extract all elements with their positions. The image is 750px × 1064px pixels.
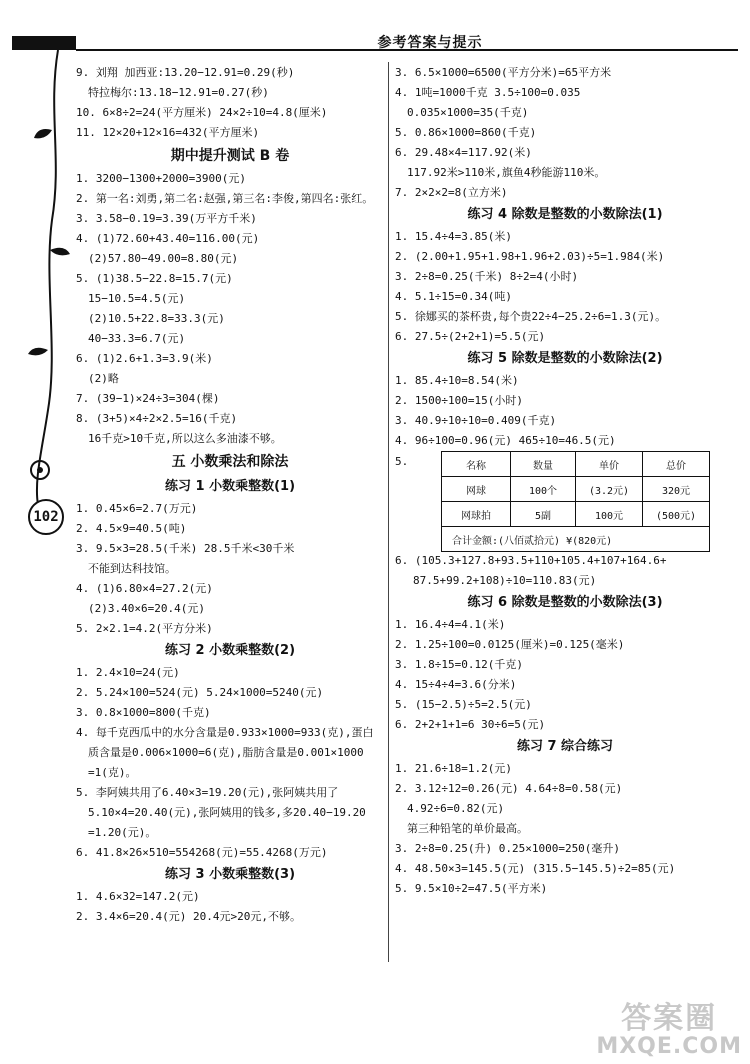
- table-header-row: [442, 452, 710, 477]
- answer-line: 1. 3200−1300+2000=3900(元): [76, 172, 246, 185]
- question-number: 5.: [395, 455, 409, 468]
- answer-line: 4. 48.50×3=145.5(元) (315.5−145.5)÷2=85(元): [395, 862, 676, 875]
- answer-line: 6. 41.8×26×510=554268(元)=55.4268(万元): [76, 846, 328, 859]
- page-number: 102: [28, 499, 64, 535]
- answer-line: 5. 李阿姨共用了6.40×3=19.20(元),张阿姨共用了: [76, 786, 339, 799]
- vine-decoration: [0, 50, 80, 530]
- page-title: 参考答案与提示: [377, 35, 483, 51]
- answer-line: 质含量是0.006×1000=6(克),脂肪含量是0.001×1000: [88, 746, 364, 759]
- answer-line: (2)57.80−49.00=8.80(元): [88, 252, 239, 265]
- answer-line: 6. (1)2.6+1.3=3.9(米): [76, 352, 213, 365]
- answer-line: 3. 9.5×3=28.5(千米) 28.5千米<30千米: [76, 542, 295, 555]
- answer-line: 1. 0.45×6=2.7(万元): [76, 502, 198, 515]
- answer-line: 2. (2.00+1.95+1.98+1.96+2.03)÷5=1.984(米): [395, 250, 665, 263]
- answer-line: 4. 5.1÷15=0.34(吨): [395, 290, 512, 303]
- exercise-heading: 练习 3 小数乘整数(3): [164, 867, 296, 882]
- answer-line: 2. 3.4×6=20.4(元) 20.4元>20元,不够。: [76, 910, 301, 923]
- answer-line: 6. 27.5÷(2+2+1)=5.5(元): [395, 330, 546, 343]
- right-column-bottom: [395, 551, 735, 899]
- table-header-cell: 数量: [511, 452, 576, 477]
- answer-line: 7. (39−1)×24÷3=304(棵): [76, 392, 220, 405]
- answer-line: 2. 1.25÷100=0.0125(厘米)=0.125(毫米): [395, 638, 625, 651]
- table-total-cell: 合计金额:(八佰贰拾元) ¥(820元): [442, 527, 710, 552]
- table-header-cell: 总价: [643, 452, 710, 477]
- answer-line: 5.10×4=20.40(元),张阿姨用的钱多,多20.40−19.20: [88, 806, 366, 819]
- answer-line: 1. 2.4×10=24(元): [76, 666, 180, 679]
- table-cell: (500元): [643, 502, 710, 527]
- answer-line: 87.5+99.2+108)÷10=110.83(元): [413, 574, 597, 587]
- answer-line: 5. 9.5×10÷2=47.5(平方米): [395, 882, 548, 895]
- table-total-row: [442, 527, 710, 552]
- right-column: [395, 63, 735, 899]
- answer-line: 不能到达科技馆。: [88, 562, 176, 575]
- answer-line: 15−10.5=4.5(元): [88, 292, 186, 305]
- answer-line: 3. 6.5×1000=6500(平方分米)=65平方米: [395, 66, 612, 79]
- answer-line: 5. 徐娜买的茶杯贵,每个贵22÷4−25.2÷6=1.3(元)。: [395, 310, 667, 323]
- answer-line: 2. 1500÷100=15(小时): [395, 394, 523, 407]
- answer-line: 1. 15.4÷4=3.85(米): [395, 230, 512, 243]
- table-cell: (3.2元): [576, 477, 643, 502]
- answer-line: 6. (105.3+127.8+93.5+110+105.4+107+164.6+: [395, 554, 667, 567]
- exercise-heading: 练习 4 除数是整数的小数除法(1): [467, 207, 663, 222]
- answer-line: 117.92米>110米,旗鱼4秒能游110米。: [407, 166, 606, 179]
- left-column: [76, 63, 384, 927]
- watermark-line2: MXQE.COM: [596, 1033, 742, 1059]
- answer-line: 4. (1)72.60+43.40=116.00(元): [76, 232, 260, 245]
- answer-line: 4. 每千克西瓜中的水分含量是0.933×1000=933(克),蛋白: [76, 726, 374, 739]
- watermark: [596, 1003, 742, 1058]
- answer-line: 2. 5.24×100=524(元) 5.24×1000=5240(元): [76, 686, 324, 699]
- answer-line: 11. 12×20+12×16=432(平方厘米): [76, 126, 260, 139]
- answer-line: 9. 刘翔 加西亚:13.20−12.91=0.29(秒): [76, 66, 295, 79]
- exercise-heading: 练习 6 除数是整数的小数除法(3): [467, 595, 663, 610]
- table-cell: 网球拍: [442, 502, 511, 527]
- answer-line: 16千克>10千克,所以这么多油漆不够。: [88, 432, 282, 445]
- price-table: [441, 451, 710, 552]
- answer-line: =1.20(元)。: [88, 826, 157, 839]
- answer-line: 2. 4.5×9=40.5(吨): [76, 522, 187, 535]
- answer-line: 4. 15÷4÷4=3.6(分米): [395, 678, 517, 691]
- table-cell: 320元: [643, 477, 710, 502]
- table-cell: 5副: [511, 502, 576, 527]
- column-divider: [388, 62, 389, 962]
- answer-line: 4. 1吨=1000千克 3.5÷100=0.035: [395, 86, 581, 99]
- answer-line: 5. 0.86×1000=860(千克): [395, 126, 537, 139]
- section-heading: 五 小数乘法和除法: [171, 454, 289, 470]
- answer-line: 5. (15−2.5)÷5=2.5(元): [395, 698, 532, 711]
- answer-line: 1. 16.4÷4=4.1(米): [395, 618, 506, 631]
- answer-line: 40−33.3=6.7(元): [88, 332, 186, 345]
- answer-line: 4.92÷6=0.82(元): [407, 802, 505, 815]
- exercise-heading: 练习 1 小数乘整数(1): [164, 479, 296, 494]
- right-column-top: [395, 63, 735, 451]
- table-row: [442, 502, 710, 527]
- table-row: [442, 477, 710, 502]
- answer-line: 3. 2÷8=0.25(升) 0.25×1000=250(毫升): [395, 842, 621, 855]
- answer-line: 5. (1)38.5−22.8=15.7(元): [76, 272, 233, 285]
- answer-line: 3. 3.58−0.19=3.39(万平方千米): [76, 212, 257, 225]
- table-header-cell: 名称: [442, 452, 511, 477]
- answer-line: 5. 2×2.1=4.2(平方分米): [76, 622, 213, 635]
- answer-line: 4. 96÷100=0.96(元) 465÷10=46.5(元): [395, 434, 616, 447]
- answer-line: 0.035×1000=35(千克): [407, 106, 529, 119]
- answer-line: =1(克)。: [88, 766, 137, 779]
- answer-line: 3. 2÷8=0.25(千米) 8÷2=4(小时): [395, 270, 579, 283]
- answer-line: 2. 第一名:刘勇,第二名:赵强,第三名:李俊,第四名:张红。: [76, 192, 374, 205]
- price-table-block: [395, 451, 735, 551]
- exercise-heading: 练习 5 除数是整数的小数除法(2): [467, 351, 663, 366]
- answer-line: 第三种铅笔的单价最高。: [407, 822, 528, 835]
- answer-line: 6. 2+2+1+1=6 30÷6=5(元): [395, 718, 546, 731]
- answer-line: 10. 6×8÷2=24(平方厘米) 24×2÷10=4.8(厘米): [76, 106, 328, 119]
- answer-line: 1. 85.4÷10=8.54(米): [395, 374, 519, 387]
- answer-line: 4. (1)6.80×4=27.2(元): [76, 582, 213, 595]
- answer-line: 8. (3+5)×4÷2×2.5=16(千克): [76, 412, 238, 425]
- answer-line: 7. 2×2×2=8(立方米): [395, 186, 508, 199]
- answer-line: 3. 40.9÷10÷10=0.409(千克): [395, 414, 557, 427]
- section-heading: 期中提升测试 B 卷: [170, 148, 290, 164]
- answer-line: 特拉梅尔:13.18−12.91=0.27(秒): [88, 86, 269, 99]
- exercise-heading: 练习 2 小数乘整数(2): [164, 643, 296, 658]
- answer-line: 3. 1.8÷15=0.12(千克): [395, 658, 523, 671]
- answer-line: (2)略: [88, 372, 119, 385]
- answer-line: (2)10.5+22.8=33.3(元): [88, 312, 225, 325]
- table-cell: 100个: [511, 477, 576, 502]
- exercise-heading: 练习 7 综合练习: [516, 739, 614, 754]
- watermark-line1: 答案圈: [621, 1001, 718, 1037]
- answer-line: 1. 4.6×32=147.2(元): [76, 890, 200, 903]
- table-cell: 100元: [576, 502, 643, 527]
- table-cell: 网球: [442, 477, 511, 502]
- answer-line: 6. 29.48×4=117.92(米): [395, 146, 532, 159]
- answer-line: 3. 0.8×1000=800(千克): [76, 706, 211, 719]
- table-header-cell: 单价: [576, 452, 643, 477]
- answer-line: 1. 21.6÷18=1.2(元): [395, 762, 512, 775]
- answer-line: 2. 3.12÷12=0.26(元) 4.64÷8=0.58(元): [395, 782, 623, 795]
- answer-line: (2)3.40×6=20.4(元): [88, 602, 205, 615]
